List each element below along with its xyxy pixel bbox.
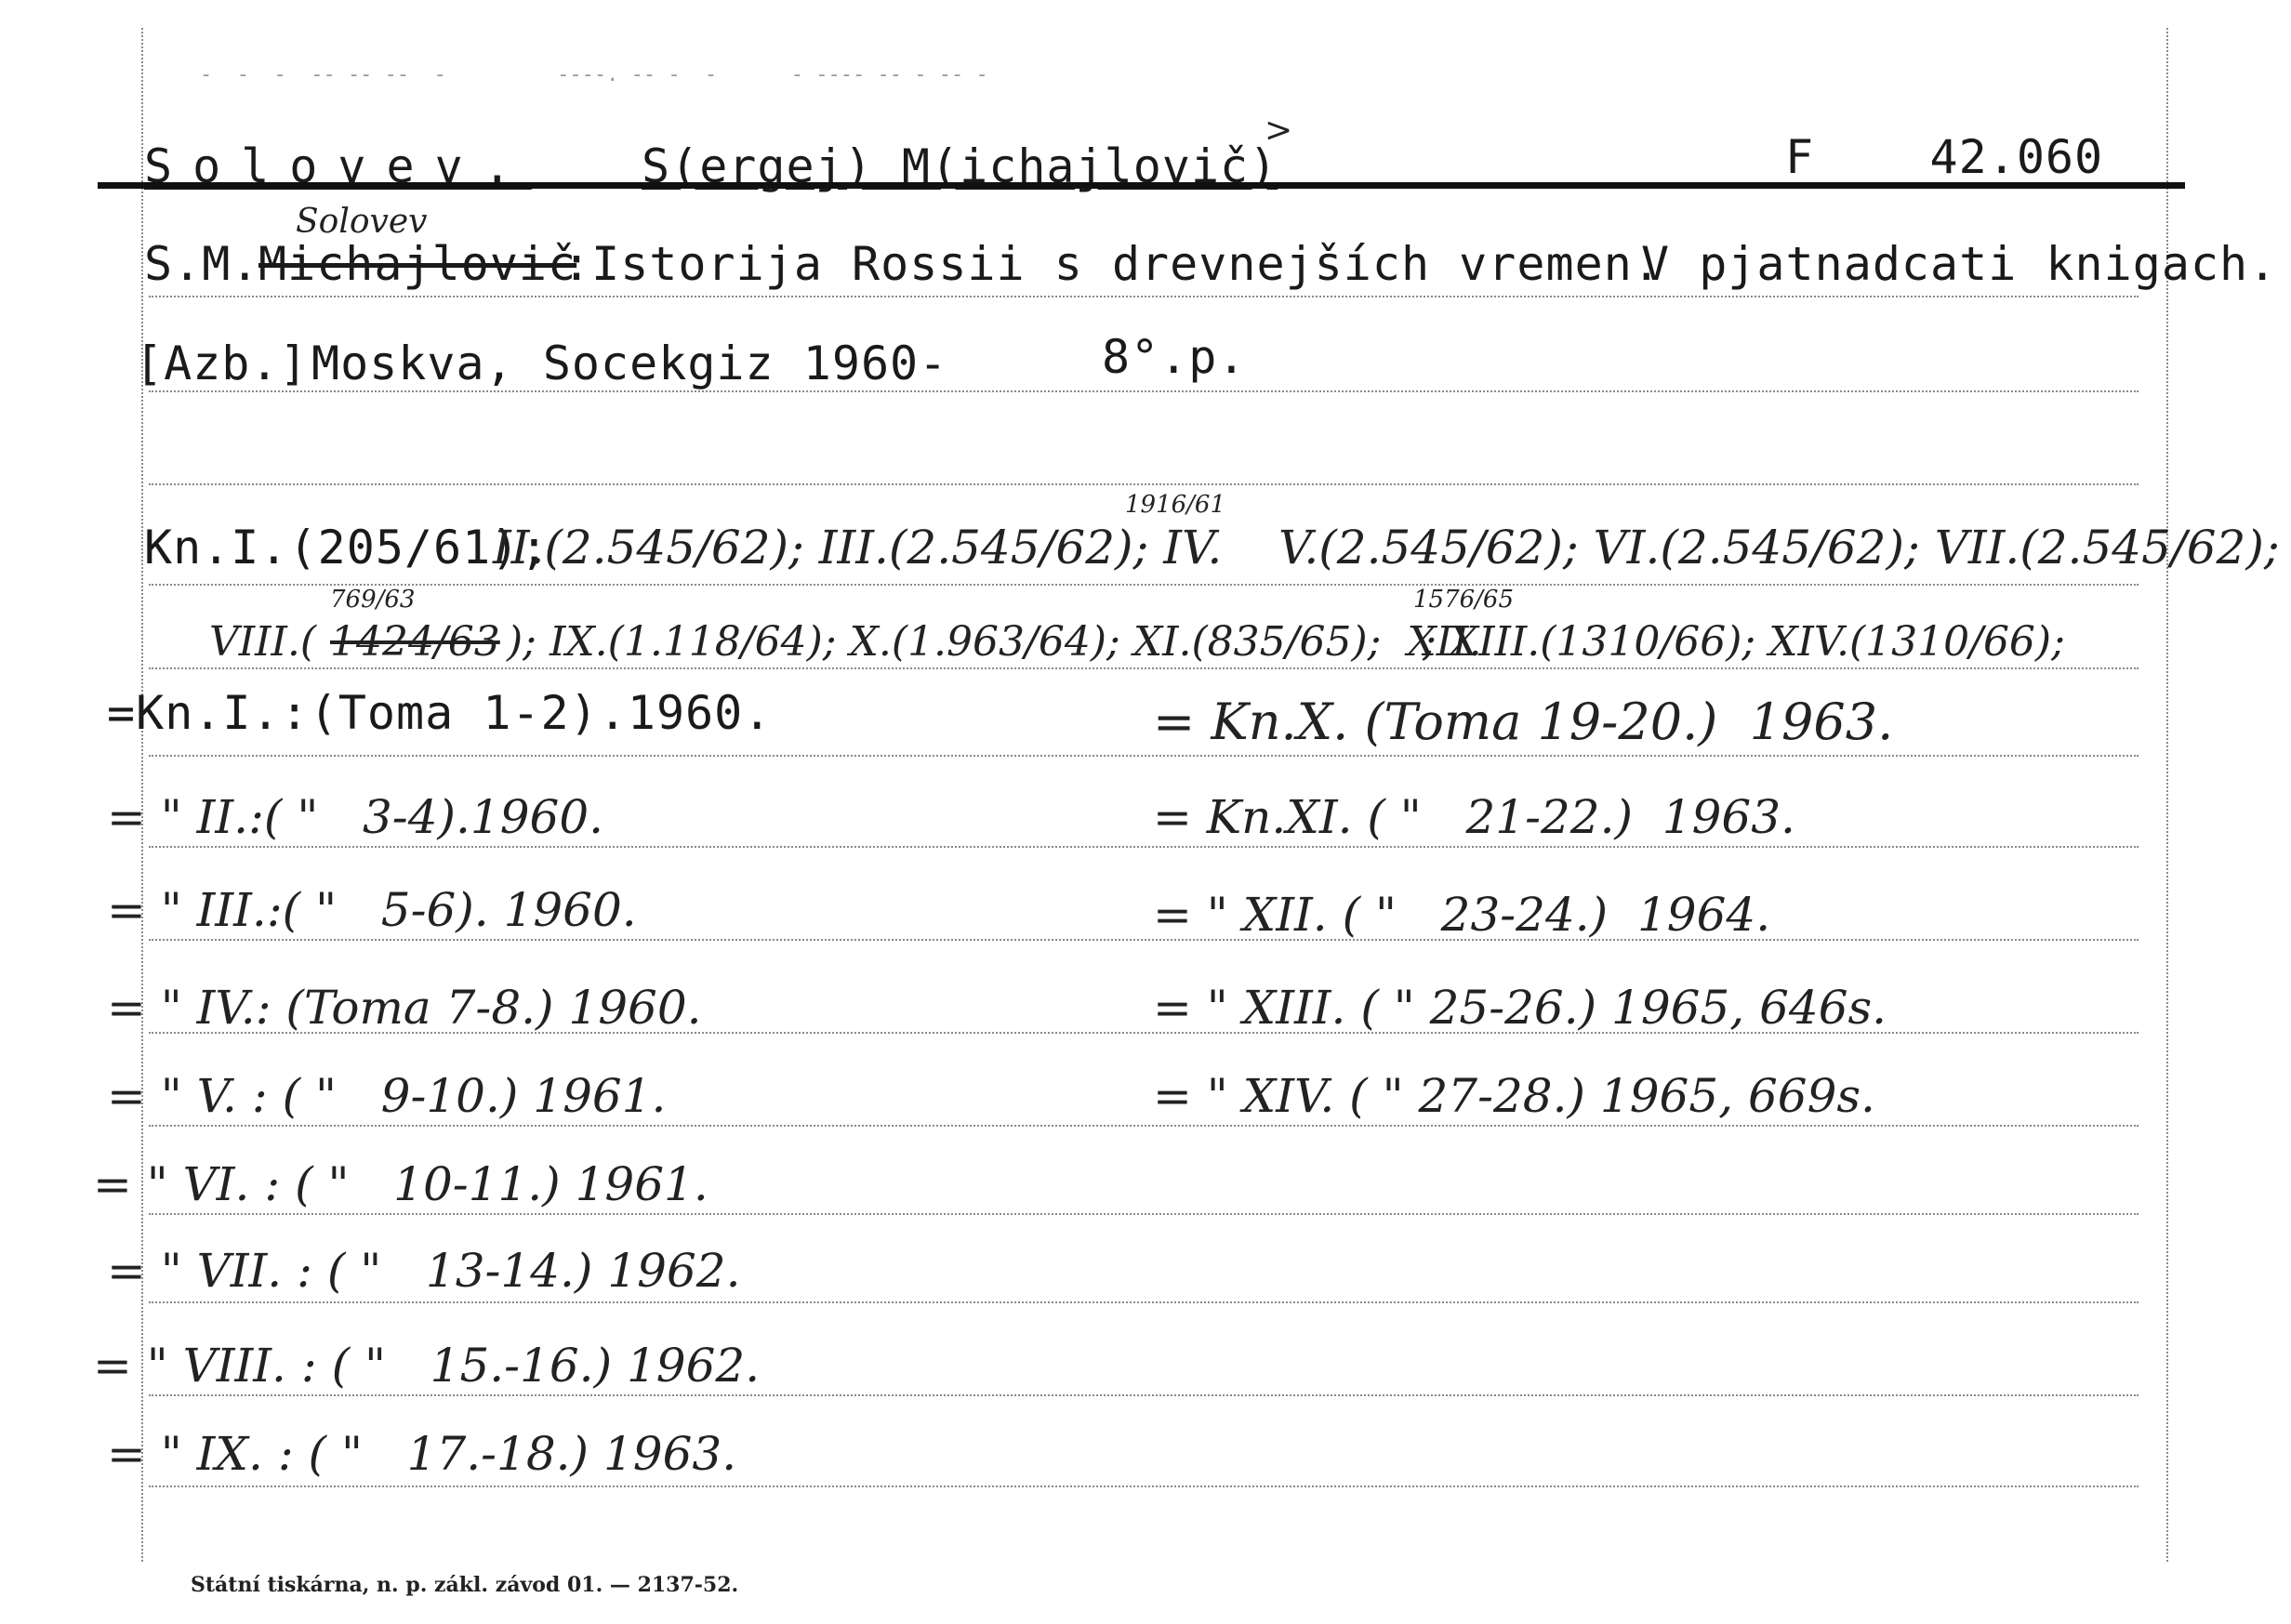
volumes-line-1: II.(2.545/62); III.(2.545/62); IV. bbox=[493, 521, 1223, 574]
ruled-line bbox=[149, 846, 2139, 848]
volumes-line-2-superscript-a: 769/63 bbox=[330, 586, 416, 614]
holdings-right-4: = " XIV. ( " 27-28.) 1965, 669s. bbox=[1153, 1069, 1875, 1123]
ruled-line bbox=[149, 755, 2139, 757]
holdings-right-3: = " XIII. ( " 25-26.) 1965, 646s. bbox=[1153, 981, 1887, 1035]
book-title-rest: V pjatnadcati knigach. bbox=[1641, 237, 2278, 291]
holdings-right-2: = " XII. ( " 23-24.) 1964. bbox=[1153, 888, 1771, 942]
book-title: :Istorija Rossii s drevnejších vremen. bbox=[563, 237, 1662, 291]
ruled-line bbox=[149, 667, 2139, 669]
script-note: [Azb.] bbox=[135, 337, 309, 390]
ruled-line bbox=[149, 1394, 2139, 1396]
holdings-left-2: = " III.:( " 5-6). 1960. bbox=[107, 883, 637, 937]
holdings-left-3: = " IV.: (Toma 7-8.) 1960. bbox=[107, 981, 702, 1035]
imprint: Moskva, Socekgiz 1960- bbox=[311, 337, 948, 390]
holdings-right-1: = Kn.XI. ( " 21-22.) 1963. bbox=[1153, 790, 1795, 844]
author-given-name: S(ergej) M(ichajlovič) bbox=[642, 139, 1278, 193]
volumes-line-1-superscript: 1916/61 bbox=[1125, 491, 1226, 519]
ruled-line bbox=[149, 390, 2139, 392]
ruled-line bbox=[149, 296, 2139, 297]
volumes-line-2-end: ; XIII.(1310/66); XIV.(1310/66); bbox=[1423, 618, 2065, 666]
author-surname: Solovev. bbox=[144, 139, 532, 193]
faint-print-noise: - - - -- -- -- - ----. -- - - - ---- -- - -- - bbox=[200, 63, 988, 86]
holdings-left-7: = " VIII. : ( " 15.-16.) 1962. bbox=[93, 1339, 761, 1393]
ruled-line bbox=[149, 483, 2139, 485]
title-initials: S.M. bbox=[144, 237, 260, 291]
volumes-line-1-rest: V.(2.545/62); VI.(2.545/62); VII.(2.545/62); bbox=[1278, 521, 2280, 574]
holdings-left-5: = " VI. : ( " 10-11.) 1961. bbox=[93, 1157, 708, 1211]
struck-given-name: Michajlovič bbox=[258, 237, 577, 291]
volumes-line-2: VIII.( bbox=[209, 618, 317, 666]
format: 8°.p. bbox=[1102, 330, 1247, 384]
inserted-surname: Solovev bbox=[296, 203, 428, 241]
ruled-line bbox=[149, 939, 2139, 941]
holdings-left-6: = " VII. : ( " 13-14.) 1962. bbox=[107, 1244, 741, 1298]
volumes-line-2-struck: 1424/63 bbox=[330, 618, 500, 666]
ruled-line bbox=[149, 584, 2139, 586]
ruled-line bbox=[149, 1213, 2139, 1215]
ruled-line bbox=[149, 1032, 2139, 1034]
holdings-left-8: = " IX. : ( " 17.-18.) 1963. bbox=[107, 1427, 737, 1481]
header-rule bbox=[98, 182, 2185, 189]
holdings-right-0: = Kn.X. (Toma 19-20.) 1963. bbox=[1153, 693, 1894, 751]
ruled-line bbox=[149, 1485, 2139, 1487]
ruled-line bbox=[149, 1301, 2139, 1303]
holdings-left-1: = " II.:( " 3-4).1960. bbox=[107, 790, 604, 844]
printer-imprint: Státní tiskárna, n. p. zákl. závod 01. — 2137-52. bbox=[191, 1573, 739, 1597]
volumes-line-2-rest: ); IX.(1.118/64); X.(1.963/64); XI.(835/65); XII. bbox=[507, 618, 1482, 666]
correction-mark: > bbox=[1265, 112, 1293, 150]
volumes-line-2-superscript-b: 1576/65 bbox=[1413, 586, 1515, 614]
volumes-typed: Kn.I.(205/61); bbox=[144, 521, 550, 574]
holdings-left-4: = " V. : ( " 9-10.) 1961. bbox=[107, 1069, 667, 1123]
ruled-line bbox=[149, 1125, 2139, 1127]
holdings-left-0: =Kn.I.:(Toma 1-2).1960. bbox=[107, 686, 773, 740]
shelf-mark: F 42.060 bbox=[1785, 130, 2104, 184]
